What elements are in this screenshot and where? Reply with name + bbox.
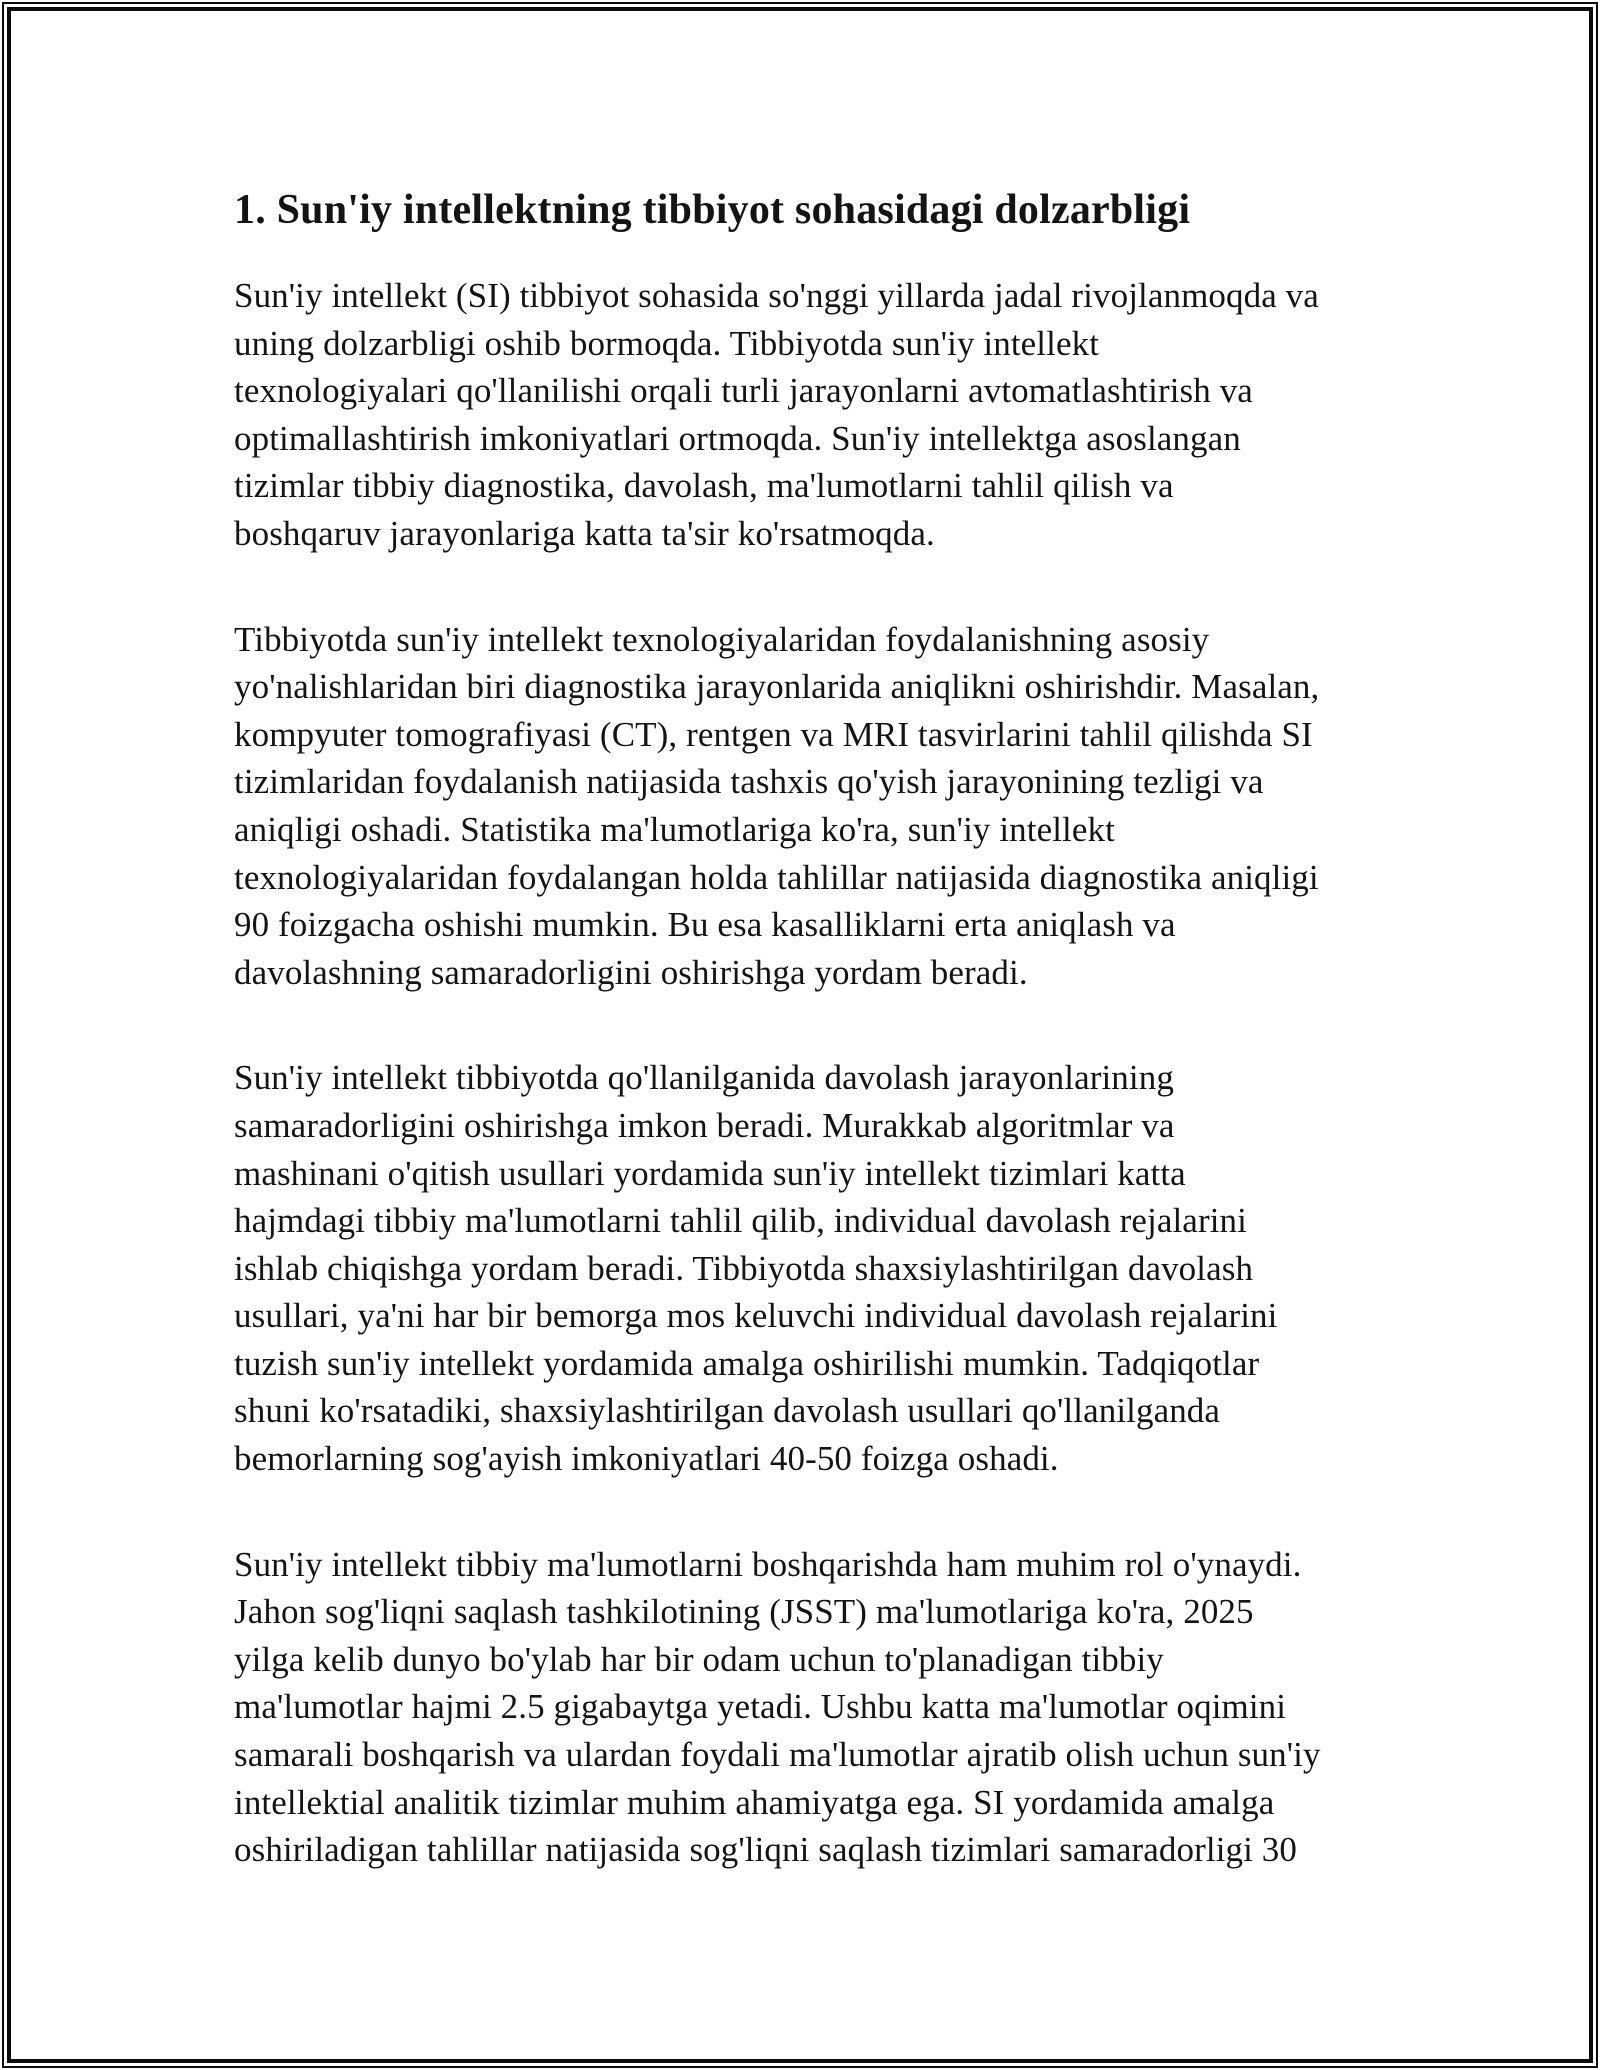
document-body (234, 272, 1529, 1874)
text-line: mashinani o'qitish usullari yordamida sun'iy intellekt tizimlari katta (234, 1153, 1186, 1193)
text-line: optimallashtirish imkoniyatlari ortmoqda. Sun'iy intellektga asoslangan (234, 418, 1241, 458)
text-line: tuzish sun'iy intellekt yordamida amalga oshirilishi mumkin. Tadqiqotlar (234, 1343, 1260, 1383)
text-line: uning dolzarbligi oshib bormoqda. Tibbiyotda sun'iy intellekt (234, 323, 1100, 363)
paragraph (234, 1054, 1529, 1482)
text-line: shuni ko'rsatadiki, shaxsiylashtirilgan davolash usullari qo'llanilganda (234, 1391, 1221, 1431)
text-line: texnologiyalaridan foydalangan holda tahlillar natijasida diagnostika aniqligi (234, 857, 1319, 897)
text-line: Tibbiyotda sun'iy intellekt texnologiyalaridan foydalanishning asosiy (234, 619, 1210, 659)
text-line: intellektial analitik tizimlar muhim ahamiyatga ega. SI yordamida amalga (234, 1782, 1275, 1822)
paragraph (234, 616, 1529, 997)
text-line: texnologiyalari qo'llanilishi orqali turli jarayonlarni avtomatlashtirish va (234, 371, 1253, 411)
text-line: samarali boshqarish va ulardan foydali ma'lumotlar ajratib olish uchun sun'iy (234, 1735, 1321, 1775)
text-line: Sun'iy intellekt (SI) tibbiyot sohasida so'nggi yillarda jadal rivojlanmoqda va (234, 276, 1319, 315)
paragraph (234, 272, 1529, 558)
text-line: aniqligi oshadi. Statistika ma'lumotlariga ko'ra, sun'iy intellekt (234, 809, 1115, 849)
text-line: hajmdagi tibbiy ma'lumotlarni tahlil qilib, individual davolash rejalarini (234, 1201, 1247, 1241)
text-line: usullari, ya'ni har bir bemorga mos keluvchi individual davolash rejalarini (234, 1296, 1278, 1336)
text-line: tizimlaridan foydalanish natijasida tashxis qo'yish jarayonining tezligi va (234, 762, 1264, 802)
text-line: 90 foizgacha oshishi mumkin. Bu esa kasalliklarni erta aniqlash va (234, 905, 1176, 945)
text-line: kompyuter tomografiyasi (CT), rentgen va MRI tasvirlarini tahlil qilishda SI (234, 714, 1313, 754)
text-line: oshiriladigan tahlillar natijasida sog'liqni saqlash tizimlari samaradorligi 30 (234, 1830, 1297, 1870)
text-line: samaradorligini oshirishga imkon beradi. Murakkab algoritmlar va (234, 1105, 1175, 1145)
text-line: Jahon sog'liqni saqlash tashkilotining (JSST) ma'lumotlariga ko'ra, 2025 (234, 1592, 1254, 1632)
text-line: davolashning samaradorligini oshirishga yordam beradi. (234, 952, 1028, 992)
text-line: yilga kelib dunyo bo'ylab har bir odam uchun to'planadigan tibbiy (234, 1639, 1164, 1679)
text-line: ishlab chiqishga yordam beradi. Tibbiyotda shaxsiylashtirilgan davolash (234, 1248, 1254, 1288)
text-line: Sun'iy intellekt tibbiy ma'lumotlarni boshqarishda ham muhim rol o'ynaydi. (234, 1544, 1302, 1584)
text-line: yo'nalishlaridan biri diagnostika jarayonlarida aniqlikni oshirishdir. Masalan, (234, 667, 1320, 707)
text-line: boshqaruv jarayonlariga katta ta'sir ko'rsatmoqda. (234, 513, 935, 553)
document-title: 1. Sun'iy intellektning tibbiyot sohasidagi dolzarbligi (234, 187, 1191, 233)
text-line: ma'lumotlar hajmi 2.5 gigabaytga yetadi. Ushbu katta ma'lumotlar oqimini (234, 1687, 1287, 1727)
text-line: bemorlarning sog'ayish imkoniyatlari 40-50 foizga oshadi. (234, 1439, 1059, 1479)
document-content (11, 11, 1589, 2059)
text-line: tizimlar tibbiy diagnostika, davolash, ma'lumotlarni tahlil qilish va (234, 466, 1174, 506)
text-line: Sun'iy intellekt tibbiyotda qo'llanilganida davolash jarayonlarining (234, 1058, 1174, 1098)
paragraph (234, 1541, 1529, 1874)
